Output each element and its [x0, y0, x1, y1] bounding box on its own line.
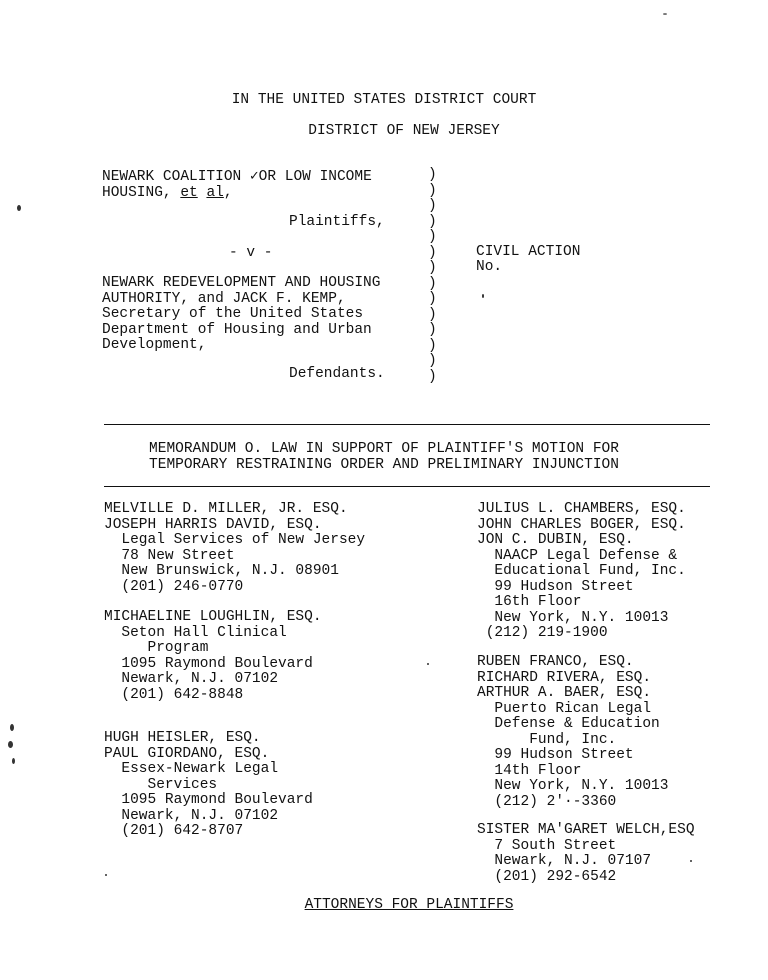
- defendant-line: Secretary of the United States: [102, 306, 364, 322]
- case-number-label: No.: [476, 259, 503, 275]
- title-bottom-rule: [104, 486, 710, 487]
- scan-speck: [482, 294, 484, 298]
- defendants-label: Defendants.: [289, 366, 385, 382]
- court-name: IN THE UNITED STATES DISTRICT COURT: [231, 92, 537, 108]
- et-al-al: al: [206, 185, 224, 201]
- defendant-line: NEWARK REDEVELOPMENT AND HOUSING: [102, 275, 381, 291]
- attorney-block-right: RUBEN FRANCO, ESQ. RICHARD RIVERA, ESQ. ARTHUR A. BAER, ESQ. Puerto Rican Legal Defense & Education Fund, Inc. 99 Hudson Street 14th Floor New York, N.Y. 10013 (212) 2'·-3360: [477, 654, 669, 810]
- plaintiff-name-line1: NEWARK COALITION ✓OR LOW INCOME: [102, 169, 372, 185]
- versus-label: - v -: [229, 245, 273, 261]
- scan-speck: [427, 663, 429, 665]
- et-al-et: et: [180, 185, 198, 201]
- attorney-block-left: MICHAELINE LOUGHLIN, ESQ. Seton Hall Clinical Program 1095 Raymond Boulevard Newark, N.J. 07102 (201) 642-8848: [104, 609, 322, 703]
- title-top-rule: [104, 424, 710, 425]
- court-district: DISTRICT OF NEW JERSEY: [308, 123, 500, 139]
- scan-speck: [663, 13, 667, 15]
- memorandum-title-line1: MEMORANDUM O. LAW IN SUPPORT OF PLAINTIFF'S MOTION FOR: [149, 441, 619, 457]
- attorney-block-right: SISTER MA'GARET WELCH,ESQ 7 South Street Newark, N.J. 07107 (201) 292-6542: [477, 822, 695, 885]
- scan-speck: [10, 724, 14, 731]
- memorandum-title-line2: TEMPORARY RESTRAINING ORDER AND PRELIMINARY INJUNCTION: [149, 457, 619, 473]
- scan-speck: [105, 874, 107, 876]
- scan-speck: [17, 205, 21, 211]
- defendant-names: [102, 276, 380, 354]
- attorney-block-left: MELVILLE D. MILLER, JR. ESQ. JOSEPH HARRIS DAVID, ESQ. Legal Services of New Jersey 78 New Street New Brunswick, N.J. 08901 (201) 246-0770: [104, 501, 366, 595]
- attorneys-for-plaintiffs: ATTORNEYS FOR PLAINTIFFS: [304, 897, 514, 913]
- plaintiff-name-line2: HOUSING, et al,: [102, 185, 233, 201]
- civil-action-label: CIVIL ACTION: [476, 244, 581, 260]
- scan-speck: [690, 860, 692, 862]
- caption-bracket-column: ) ) ) ) ) ) ) ) ) ) ) ) ) ): [428, 167, 437, 385]
- attorney-block-left: HUGH HEISLER, ESQ. PAUL GIORDANO, ESQ. Essex-Newark Legal Services 1095 Raymond Boulevard Newark, N.J. 07102 (201) 642-8707: [104, 730, 313, 839]
- plaintiffs-label: Plaintiffs,: [289, 214, 385, 230]
- defendant-line: Development,: [102, 337, 207, 353]
- scan-speck: [8, 741, 13, 748]
- scan-speck: [12, 758, 15, 764]
- defendant-line: Department of Housing and Urban: [102, 321, 372, 338]
- defendant-line: AUTHORITY, and JACK F. KEMP,: [102, 290, 346, 307]
- attorney-block-right: JULIUS L. CHAMBERS, ESQ. JOHN CHARLES BOGER, ESQ. JON C. DUBIN, ESQ. NAACP Legal Defense & Educational Fund, Inc. 99 Hudson Street 16th Floor New York, N.Y. 10013 (212) 219-1900: [477, 501, 686, 641]
